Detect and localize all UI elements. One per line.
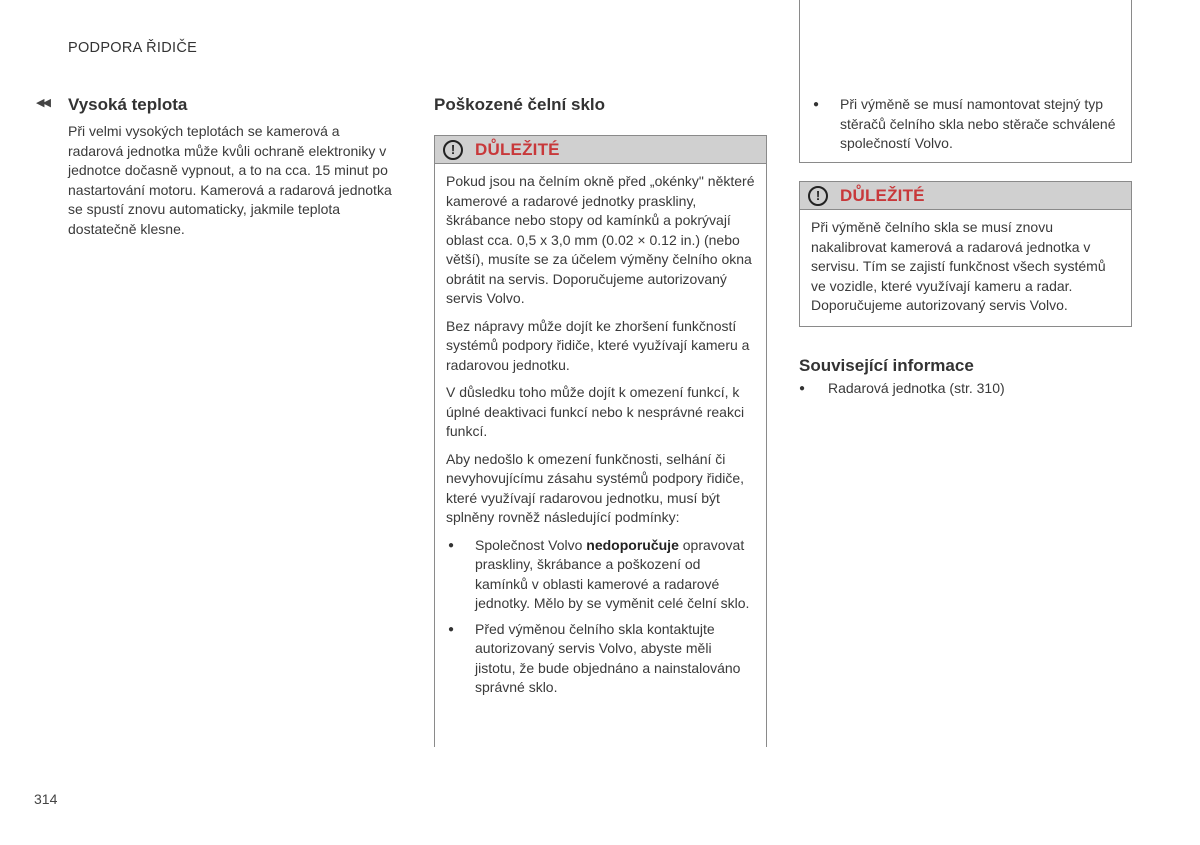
notice-paragraph: Bez nápravy může dojít ke zhoršení funkčností systémů podpory řidiče, které využívají kameru a radarovou jednotku.: [446, 317, 750, 373]
notice-paragraph: Aby nedošlo k omezení funkčnosti, selhání či nevyhovujícímu zásahu systémů podpory řidiče, které využívají radarovou jednotku, musí být splněny rovněž následující podmínky:: [446, 450, 745, 525]
notice-paragraph: Při výměně čelního skla se musí znovu nakalibrovat kamerová a radarová jednotka v servisu. Tím se zajistí funkčnost všech systémů ve vozidle, které využívají kameru a radar. Doporučujeme autorizovaný servis Volvo.: [811, 219, 1106, 313]
page-number: 314: [34, 791, 58, 807]
notice-bullet-list: [446, 536, 755, 698]
page-header: PODPORA ŘIDIČE: [68, 40, 198, 56]
warning-icon: !: [808, 186, 828, 206]
related-information: [799, 355, 1132, 405]
emphasis-text: nedoporučuje: [586, 536, 679, 553]
continued-arrow-icon: ◀◀: [36, 97, 49, 109]
column-middle: [434, 94, 767, 747]
important-notice: [799, 181, 1132, 327]
notice-title: DŮLEŽITÉ: [840, 185, 925, 205]
list-item: ● Při výměně se musí namontovat stejný typ stěračů čelního skla nebo stěrače schválené společností Volvo.: [811, 95, 1121, 154]
warning-icon: !: [443, 140, 463, 160]
important-notice: [434, 164, 767, 747]
related-heading: Související informace: [799, 356, 974, 375]
related-link[interactable]: ● Radarová jednotka (str. 310): [799, 379, 1132, 399]
section-text: Při velmi vysokých teplotách se kamerová a radarová jednotka může kvůli ochraně elektroniky v jednotce dočasně vypnout, a to na cca. 15 minut po nastartování motoru. Kamerová a radarová jednotka se spustí znovu automaticky, jakmile teplota dostatečně klesne.: [68, 123, 392, 237]
important-notice-continued: [799, 0, 1132, 163]
notice-title: DŮLEŽITÉ: [475, 139, 560, 159]
notice-paragraph: Pokud jsou na čelním okně před „okénky" některé kamerové a radarové jednotky praskliny, škrábance nebo stopy od kamínků a pokrývají oblast cca. 0,5 x 3,0 mm (0.02 × 0.12 in.) (nebo větší), musíte se za účelem výměny čelního okna obrátit na servis. Doporučujeme autorizovaný servis Volvo.: [446, 173, 755, 306]
notice-paragraph: V důsledku toho může dojít k omezení funkcí, k úplné deaktivaci funkcí nebo k nesprávné reakci funkcí.: [446, 384, 745, 439]
section-heading: Poškozené čelní sklo: [434, 95, 606, 114]
section-heading: Vysoká teplota: [68, 95, 188, 114]
list-item: ● Společnost Volvo nedoporučuje opravovat praskliny, škrábance a poškození od kamínků v oblasti kamerové a radarové jednotky. Mělo by se vyměnit celé čelní sklo.: [446, 536, 755, 614]
important-notice-header: [799, 181, 1132, 210]
list-item: ● Před výměnou čelního skla kontaktujte autorizovaný servis Volvo, abyste měli jistotu, že bude objednáno a nainstalováno správné sklo.: [446, 620, 755, 698]
column-left: [68, 94, 398, 247]
important-notice-header: [434, 135, 767, 164]
